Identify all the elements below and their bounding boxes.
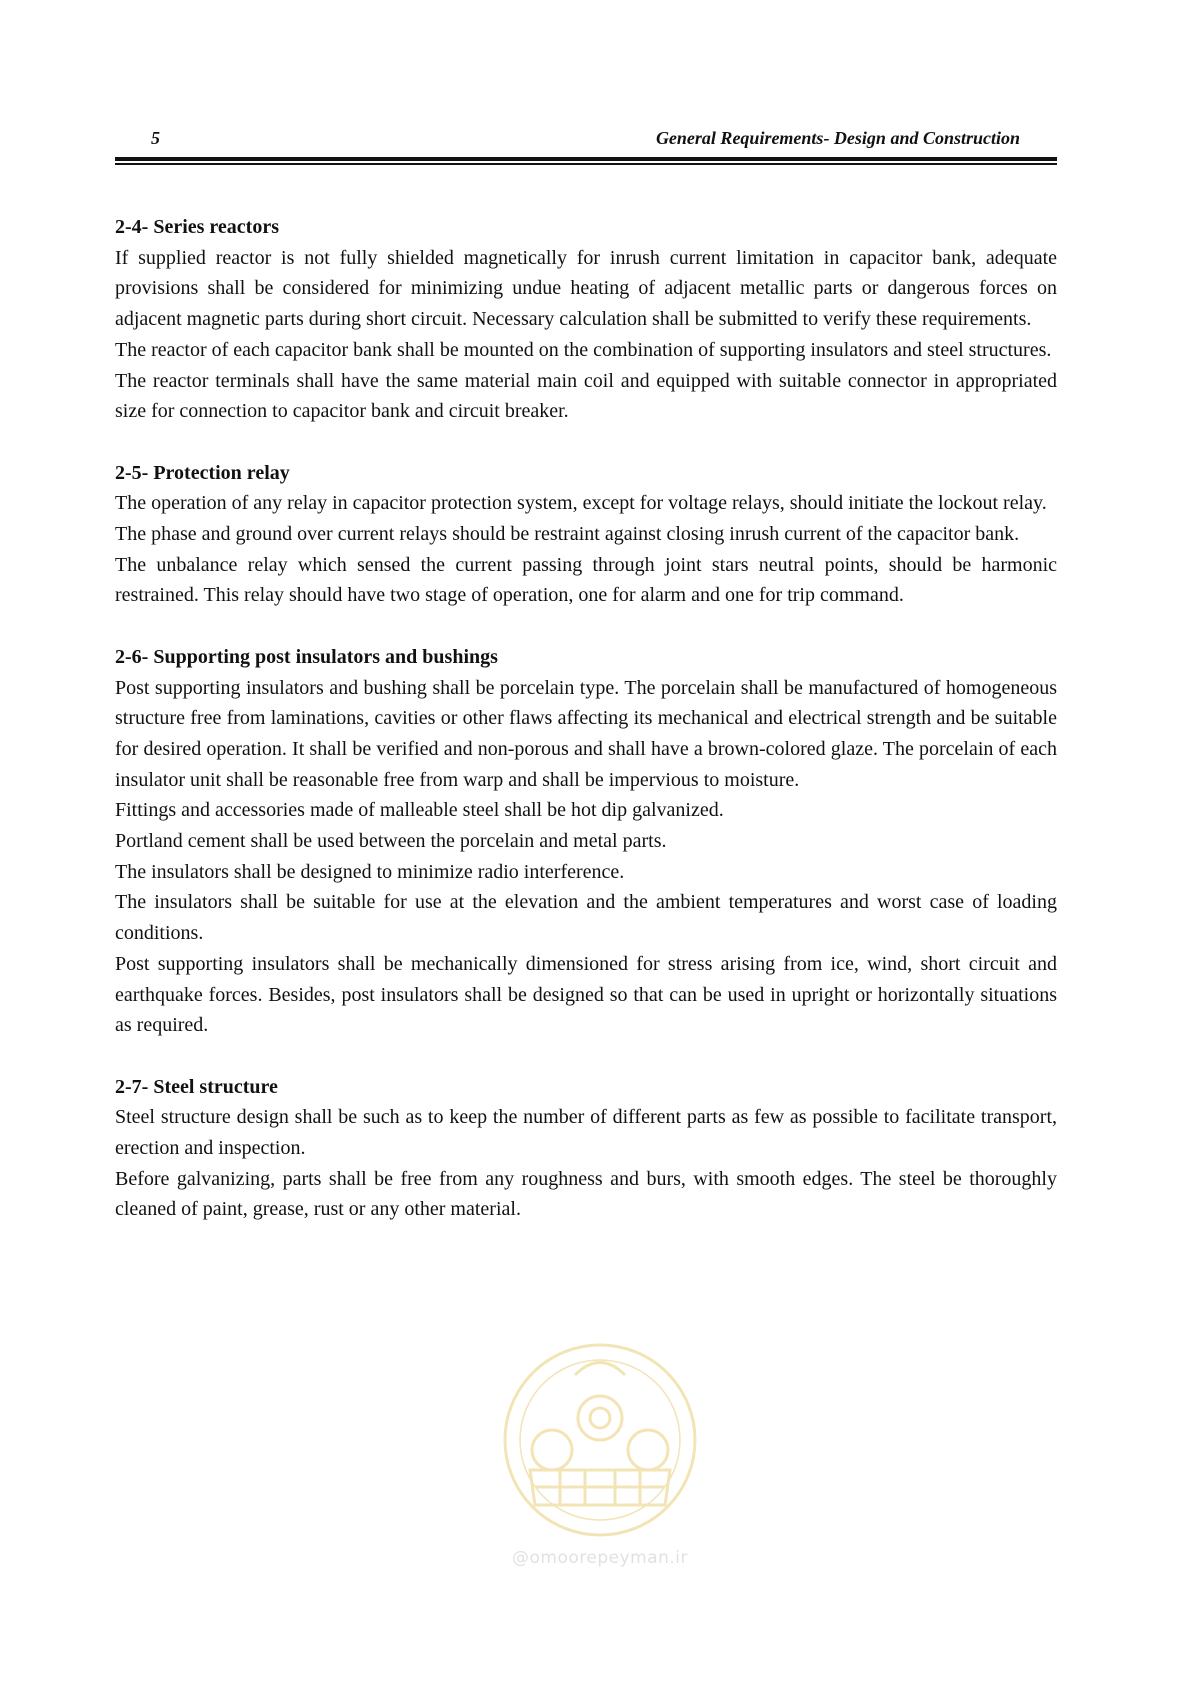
paragraph: Portland cement shall be used between the porcelain and metal parts. [115,830,667,853]
paragraph: The insulators shall be suitable for use at the elevation and the ambient temperatures and worst case of loading conditions. [115,891,1057,945]
paragraph: Fittings and accessories made of malleable steel shall be hot dip galvanized. [115,799,724,822]
watermark-seal [490,1340,710,1590]
paragraph: Post supporting insulators and bushing shall be porcelain type. The porcelain shall be manufactured of homogeneous structure free from laminations, cavities or other flaws affecting its mechanical and electrical strength and be suitable for desired operation. It shall be verified and non-porous and shall have a brown-colored glaze. The porcelain of each insulator unit shall be reasonable free from warp and shall be impervious to moisture. [115,676,1057,791]
paragraph: The unbalance relay which sensed the current passing through joint stars neutral points, should be harmonic restrained. This relay should have two stage of operation, one for alarm and one for trip command. [115,553,1057,607]
paragraph: Before galvanizing, parts shall be free from any roughness and burs, with smooth edges. The steel be thoroughly cleaned of paint, grease, rust or any other material. [115,1167,1057,1221]
page-number: 5 [151,128,160,148]
running-title: General Requirements- Design and Construction [655,128,1020,148]
paragraph: If supplied reactor is not fully shielded magnetically for inrush current limitation in capacitor bank, adequate provisions shall be considered for minimizing undue heating of adjacent metallic parts or dangerous forces on adjacent magnetic parts during short circuit. Necessary calculation shall be submitted to verify these requirements. [115,246,1057,331]
section-heading: 2-7- Steel structure [115,1075,278,1098]
watermark-text: @omoorepeyman.ir [511,1548,689,1568]
section-steel-structure [115,1072,1057,1226]
section-heading: 2-5- Protection relay [115,461,290,484]
paragraph: Steel structure design shall be such as to keep the number of different parts as few as possible to facilitate transport, erection and inspection. [115,1106,1057,1160]
paragraph: The phase and ground over current relays should be restraint against closing inrush current of the capacitor bank. [115,523,1020,546]
paragraph: The insulators shall be designed to minimize radio interference. [115,860,625,883]
page-header [115,128,1057,150]
paragraph: The operation of any relay in capacitor protection system, except for voltage relays, should initiate the lockout relay. [115,492,1047,515]
document-body [115,212,1057,1256]
section-post-insulators [115,642,1057,1041]
paragraph: The reactor terminals shall have the same material main coil and equipped with suitable connector in appropriated size for connection to capacitor bank and circuit breaker. [115,369,1057,423]
header-rule-thin [115,163,1057,165]
section-heading: 2-4- Series reactors [115,216,280,238]
section-heading: 2-6- Supporting post insulators and bushings [115,645,498,668]
paragraph: The reactor of each capacitor bank shall be mounted on the combination of supporting insulators and steel structures. [115,338,1052,361]
watermark-seal-icon [490,1340,710,1540]
section-protection-relay [115,458,1057,612]
section-series-reactors [115,212,1057,427]
header-rule-thick [115,157,1057,161]
paragraph: Post supporting insulators shall be mechanically dimensioned for stress arising from ice, wind, short circuit and earthquake forces. Besides, post insulators shall be designed so that can be used in upright or horizontally situations as required. [115,952,1057,1037]
